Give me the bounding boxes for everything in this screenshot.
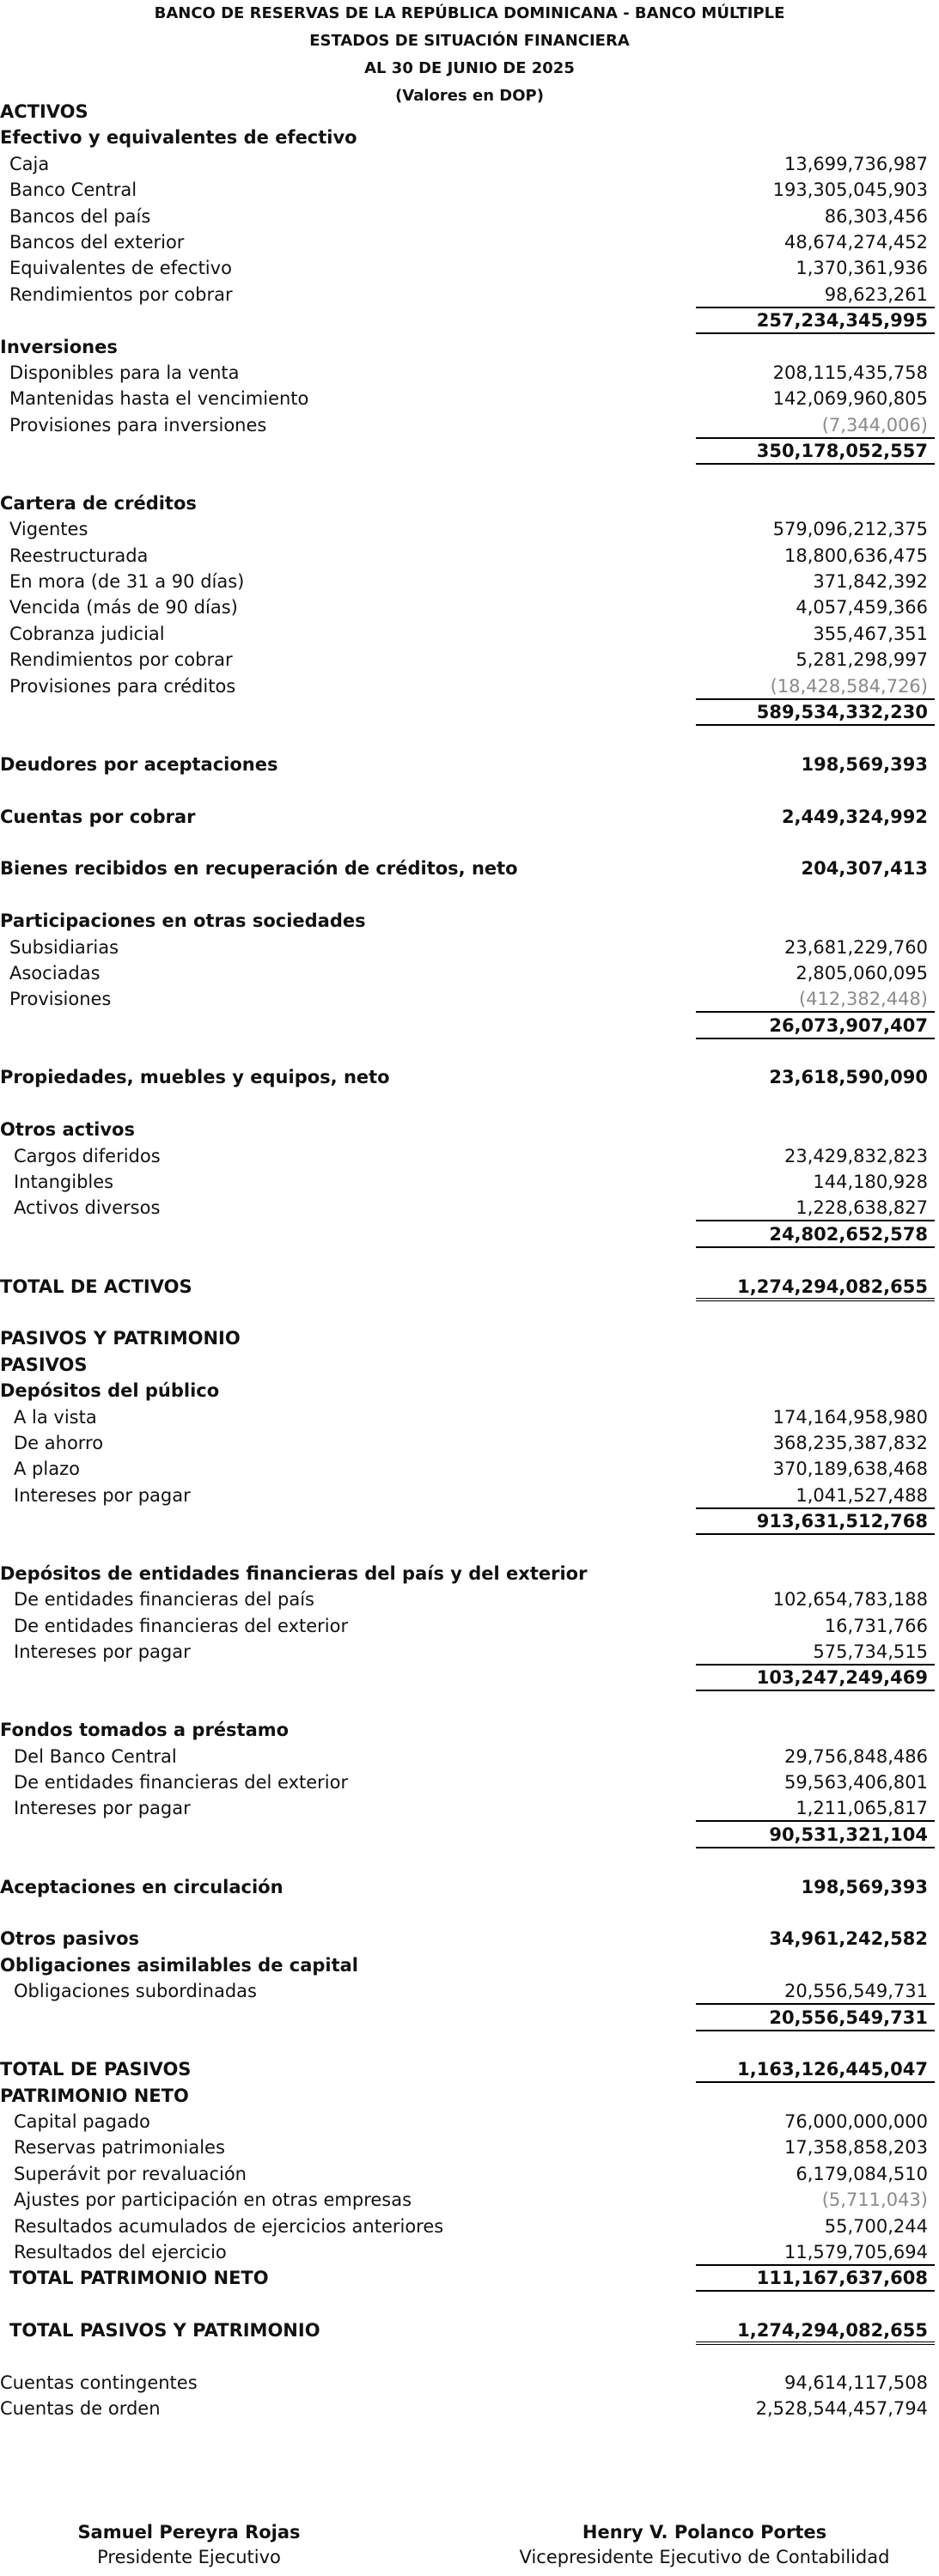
line-item-label: Cuentas contingentes xyxy=(0,2372,198,2393)
line-item-row xyxy=(0,2317,939,2343)
underline xyxy=(696,438,935,465)
underline xyxy=(696,1665,935,1691)
line-item-row xyxy=(0,856,939,881)
underline xyxy=(696,986,935,1013)
subtotal-row xyxy=(0,438,939,464)
spacer-row xyxy=(0,1848,939,1873)
line-item-label: Intereses por pagar xyxy=(14,1641,191,1663)
underline xyxy=(696,699,935,726)
line-item-value: 94,614,117,508 xyxy=(784,2372,928,2393)
line-item-label: Obligaciones subordinadas xyxy=(14,1981,257,2002)
line-item-label: Equivalentes de efectivo xyxy=(9,258,232,279)
line-item-value: 208,115,435,758 xyxy=(772,362,928,383)
line-item-row xyxy=(0,1613,939,1639)
line-item-label: Deudores por aceptaciones xyxy=(0,753,278,775)
line-item-value: 24,802,652,578 xyxy=(769,1223,928,1245)
line-item-label: Caja xyxy=(9,153,50,174)
line-item-row xyxy=(0,2370,939,2396)
line-item-value: 55,700,244 xyxy=(824,2215,928,2237)
line-item-row xyxy=(0,229,939,255)
line-item-value: 5,281,298,997 xyxy=(796,649,928,671)
line-item-value: 1,274,294,082,655 xyxy=(737,1276,928,1297)
line-item-label: Del Banco Central xyxy=(14,1745,177,1767)
underline xyxy=(696,1508,935,1535)
spacer-row xyxy=(0,1091,939,1117)
section-heading xyxy=(0,1952,939,1978)
subtotal-row xyxy=(0,1221,939,1247)
line-item-row xyxy=(0,516,939,542)
line-item-label: Resultados del ejercicio xyxy=(14,2242,227,2263)
line-item-value: (412,382,448) xyxy=(799,989,928,1010)
line-item-value: 1,163,126,445,047 xyxy=(737,2059,928,2080)
line-item-row xyxy=(0,1169,939,1195)
line-item-row xyxy=(0,412,939,438)
line-item-value: 2,449,324,992 xyxy=(781,806,928,827)
underline xyxy=(696,2265,935,2292)
line-item-value: 257,234,345,995 xyxy=(756,310,928,332)
line-item-label: Bancos del exterior xyxy=(9,231,185,253)
line-item-label: Provisiones para créditos xyxy=(9,675,236,697)
line-item-row xyxy=(0,1064,939,1090)
line-item-value: 18,800,636,475 xyxy=(784,545,928,566)
line-item-label: En mora (de 31 a 90 días) xyxy=(9,571,245,593)
line-item-row xyxy=(0,282,939,308)
line-item-label: Reservas patrimoniales xyxy=(14,2137,225,2159)
underline xyxy=(696,2239,935,2266)
spacer-row xyxy=(0,2344,939,2370)
line-item-value: 589,534,332,230 xyxy=(756,701,928,722)
section-heading xyxy=(0,1561,939,1586)
line-item-row xyxy=(0,1430,939,1456)
signer-name: Henry V. Polanco Portes xyxy=(582,2522,827,2543)
line-item-value: 13,699,736,987 xyxy=(784,153,928,174)
line-item-label: De entidades financieras del exterior xyxy=(14,1772,349,1793)
line-item-value: 913,631,512,768 xyxy=(756,1511,928,1532)
spacer-row xyxy=(0,830,939,856)
line-item-label: A la vista xyxy=(14,1406,97,1428)
line-item-label: Fondos tomados a préstamo xyxy=(0,1720,290,1741)
line-item-value: 23,429,832,823 xyxy=(784,1145,928,1166)
line-item-row xyxy=(0,1639,939,1665)
line-item-row xyxy=(0,1483,939,1508)
line-item-row xyxy=(0,1404,939,1430)
line-item-row xyxy=(0,2214,939,2239)
underline xyxy=(696,308,935,334)
line-item-row xyxy=(0,1456,939,1482)
spacer-row xyxy=(0,725,939,751)
line-item-row xyxy=(0,151,939,177)
underline xyxy=(696,1221,935,1248)
line-item-row xyxy=(0,935,939,960)
line-item-row xyxy=(0,1926,939,1952)
spacer-row xyxy=(0,2031,939,2056)
line-item-value: 2,528,544,457,794 xyxy=(755,2398,928,2420)
line-item-label: Inversiones xyxy=(0,336,118,357)
line-item-value: 575,734,515 xyxy=(813,1641,928,1663)
line-item-label: Cartera de créditos xyxy=(0,492,197,514)
line-item-value: 198,569,393 xyxy=(801,1876,928,1897)
line-item-label: A plazo xyxy=(14,1459,80,1480)
line-item-label: Intereses por pagar xyxy=(14,1798,191,1819)
line-item-label: Otros activos xyxy=(0,1119,135,1141)
line-item-row xyxy=(0,2265,939,2291)
signature-vp xyxy=(515,2520,893,2570)
underline xyxy=(696,1483,935,1509)
signer-title: Vicepresidente Ejecutivo de Contabilidad xyxy=(519,2547,890,2567)
spacer-row xyxy=(0,1900,939,1926)
line-item-label: Disponibles para la venta xyxy=(9,362,240,383)
line-item-label: Participaciones en otras sociedades xyxy=(0,910,366,932)
balance-sheet-table xyxy=(0,99,939,2422)
line-item-label: Cargos diferidos xyxy=(14,1145,161,1166)
line-item-row xyxy=(0,986,939,1012)
line-item-label: PATRIMONIO NETO xyxy=(0,2085,189,2106)
spacer-row xyxy=(0,1300,939,1325)
section-heading xyxy=(0,2083,939,2109)
underline xyxy=(696,1978,935,2005)
line-item-label: Aceptaciones en circulación xyxy=(0,1876,284,1897)
line-item-value: 1,041,527,488 xyxy=(796,1484,928,1506)
line-item-label: Depósitos del público xyxy=(0,1380,220,1402)
line-item-label: Mantenidas hasta el vencimiento xyxy=(9,388,309,410)
line-item-value: 1,211,065,817 xyxy=(796,1798,928,1819)
spacer-row xyxy=(0,1038,939,1064)
line-item-value: 142,069,960,805 xyxy=(772,388,928,410)
line-item-label: Propiedades, muebles y equipos, neto xyxy=(0,1067,390,1088)
line-item-value: 579,096,212,375 xyxy=(772,519,928,540)
double-underline xyxy=(696,2317,935,2345)
subtotal-row xyxy=(0,1665,939,1690)
line-item-row xyxy=(0,1143,939,1169)
line-item-label: Activos diversos xyxy=(14,1197,161,1219)
line-item-row xyxy=(0,543,939,569)
line-item-row xyxy=(0,2109,939,2134)
line-item-value: 17,358,858,203 xyxy=(784,2137,928,2159)
line-item-row xyxy=(0,1744,939,1769)
subtotal-row xyxy=(0,2005,939,2031)
statement-date: AL 30 DE JUNIO DE 2025 xyxy=(364,59,575,77)
line-item-label: Asociadas xyxy=(9,962,101,984)
signer-name: Samuel Pereyra Rojas xyxy=(77,2522,301,2543)
line-item-value: 1,228,638,827 xyxy=(796,1197,928,1219)
double-underline xyxy=(696,1274,935,1301)
line-item-value: 198,569,393 xyxy=(801,753,928,775)
statement-title: ESTADOS DE SITUACIÓN FINANCIERA xyxy=(309,32,630,50)
underline xyxy=(696,1639,935,1666)
line-item-label: Vigentes xyxy=(9,519,88,540)
line-item-row xyxy=(0,1978,939,2004)
line-item-row xyxy=(0,621,939,647)
line-item-label: Provisiones para inversiones xyxy=(9,414,267,435)
line-item-value: 26,073,907,407 xyxy=(769,1014,928,1036)
line-item-row xyxy=(0,1795,939,1821)
line-item-label: Resultados acumulados de ejercicios anteriores xyxy=(14,2215,444,2237)
subtotal-row xyxy=(0,1822,939,1848)
line-item-label: Rendimientos por cobrar xyxy=(9,283,233,305)
line-item-value: 29,756,848,486 xyxy=(784,1745,928,1767)
line-item-label: TOTAL PATRIMONIO NETO xyxy=(9,2268,269,2289)
signature-president xyxy=(60,2520,318,2570)
line-item-row xyxy=(0,1769,939,1795)
line-item-value: (7,344,006) xyxy=(821,414,928,435)
spacer-row xyxy=(0,1534,939,1560)
line-item-row xyxy=(0,386,939,411)
line-item-value: 48,674,274,452 xyxy=(784,231,928,253)
line-item-row xyxy=(0,360,939,386)
line-item-value: 350,178,052,557 xyxy=(756,441,928,462)
line-item-label: Intangibles xyxy=(14,1172,114,1193)
spacer-row xyxy=(0,1691,939,1717)
line-item-label: Subsidiarias xyxy=(9,936,119,958)
line-item-row xyxy=(0,1874,939,1900)
line-item-label: Superávit por revaluación xyxy=(14,2163,247,2184)
line-item-label: Capital pagado xyxy=(14,2111,150,2133)
subtotal-row xyxy=(0,699,939,725)
line-item-row xyxy=(0,673,939,699)
line-item-value: 144,180,928 xyxy=(813,1172,928,1193)
section-heading xyxy=(0,334,939,360)
subtotal-row xyxy=(0,308,939,333)
line-item-label: PASIVOS xyxy=(0,1354,88,1375)
line-item-value: 34,961,242,582 xyxy=(769,1928,928,1950)
subtotal-row xyxy=(0,1508,939,1534)
line-item-value: 370,189,638,468 xyxy=(772,1459,928,1480)
line-item-label: Cobranza judicial xyxy=(9,623,165,644)
line-item-row xyxy=(0,804,939,830)
line-item-label: PASIVOS Y PATRIMONIO xyxy=(0,1328,241,1349)
section-heading xyxy=(0,1325,939,1351)
spacer-row xyxy=(0,1247,939,1273)
line-item-value: 90,531,321,104 xyxy=(769,1824,928,1845)
line-item-label: De entidades financieras del país xyxy=(14,1589,314,1611)
line-item-value: 1,370,361,936 xyxy=(796,258,928,279)
line-item-value: 11,579,705,694 xyxy=(784,2242,928,2263)
line-item-value: 20,556,549,731 xyxy=(784,1981,928,2002)
report-header xyxy=(0,0,939,110)
line-item-label: De entidades financieras del exterior xyxy=(14,1615,349,1636)
line-item-value: 103,247,249,469 xyxy=(756,1667,928,1689)
line-item-label: Cuentas por cobrar xyxy=(0,806,196,827)
line-item-row xyxy=(0,960,939,986)
section-heading xyxy=(0,908,939,934)
underline xyxy=(696,282,935,308)
line-item-value: 204,307,413 xyxy=(801,858,928,880)
line-item-label: Obligaciones asimilables de capital xyxy=(0,1954,359,1976)
line-item-row xyxy=(0,647,939,673)
line-item-value: 193,305,045,903 xyxy=(772,180,928,201)
underline xyxy=(696,1195,935,1221)
line-item-value: 102,654,783,188 xyxy=(772,1589,928,1611)
line-item-value: 111,167,637,608 xyxy=(756,2268,928,2289)
section-heading xyxy=(0,1717,939,1743)
line-item-row xyxy=(0,204,939,229)
line-item-label: Intereses por pagar xyxy=(14,1484,191,1506)
section-heading xyxy=(0,1378,939,1404)
line-item-value: 59,563,406,801 xyxy=(784,1772,928,1793)
line-item-value: (18,428,584,726) xyxy=(770,675,928,697)
line-item-value: 86,303,456 xyxy=(824,205,928,227)
line-item-row xyxy=(0,255,939,281)
underline xyxy=(696,1822,935,1848)
line-item-row xyxy=(0,2239,939,2265)
line-item-label: Vencida (más de 90 días) xyxy=(9,597,238,618)
section-heading xyxy=(0,490,939,516)
line-item-value: 23,681,229,760 xyxy=(784,936,928,958)
line-item-label: ACTIVOS xyxy=(0,101,88,122)
line-item-row xyxy=(0,1274,939,1300)
line-item-label: Banco Central xyxy=(9,180,137,201)
line-item-value: 368,235,387,832 xyxy=(772,1432,928,1453)
line-item-value: 98,623,261 xyxy=(824,283,928,305)
underline xyxy=(696,1795,935,1822)
line-item-label: TOTAL DE ACTIVOS xyxy=(0,1276,192,1297)
spacer-row xyxy=(0,777,939,803)
line-item-row xyxy=(0,1195,939,1221)
line-item-value: 2,805,060,095 xyxy=(796,962,928,984)
underline xyxy=(696,1013,935,1039)
line-item-label: Provisiones xyxy=(9,989,112,1010)
line-item-row xyxy=(0,594,939,620)
line-item-value: 4,057,459,366 xyxy=(796,597,928,618)
section-heading xyxy=(0,125,939,150)
line-item-value: 16,731,766 xyxy=(824,1615,928,1636)
underline xyxy=(696,412,935,439)
line-item-value: 23,618,590,090 xyxy=(769,1067,928,1088)
line-item-row xyxy=(0,2056,939,2082)
line-item-value: 6,179,084,510 xyxy=(796,2163,928,2184)
line-item-label: TOTAL DE PASIVOS xyxy=(0,2059,192,2080)
line-item-row xyxy=(0,2134,939,2160)
line-item-label: De ahorro xyxy=(14,1432,104,1453)
line-item-label: Bancos del país xyxy=(9,205,151,227)
line-item-label: Depósitos de entidades financieras del país y del exterior xyxy=(0,1562,588,1584)
line-item-value: (5,711,043) xyxy=(821,2189,928,2211)
section-heading xyxy=(0,1117,939,1142)
line-item-row xyxy=(0,2396,939,2421)
line-item-label: Otros pasivos xyxy=(0,1928,140,1950)
spacer-row xyxy=(0,882,939,908)
section-heading xyxy=(0,99,939,125)
line-item-label: Reestructurada xyxy=(9,545,149,566)
line-item-value: 1,274,294,082,655 xyxy=(737,2320,928,2342)
line-item-value: 355,467,351 xyxy=(813,623,928,644)
line-item-label: Efectivo y equivalentes de efectivo xyxy=(0,127,357,149)
line-item-value: 174,164,958,980 xyxy=(772,1406,928,1428)
line-item-label: Bienes recibidos en recuperación de créditos, neto xyxy=(0,858,518,880)
signer-title: Presidente Ejecutivo xyxy=(97,2547,281,2567)
line-item-row xyxy=(0,2161,939,2187)
underline xyxy=(696,673,935,700)
section-heading xyxy=(0,1352,939,1378)
line-item-value: 20,556,549,731 xyxy=(769,2007,928,2028)
line-item-label: Cuentas de orden xyxy=(0,2398,161,2420)
spacer-row xyxy=(0,2292,939,2317)
line-item-value: 371,842,392 xyxy=(813,571,928,593)
line-item-row xyxy=(0,1586,939,1612)
underline xyxy=(696,2005,935,2031)
line-item-row xyxy=(0,177,939,203)
bank-name: BANCO DE RESERVAS DE LA REPÚBLICA DOMINICANA - BANCO MÚLTIPLE xyxy=(154,4,785,22)
line-item-row xyxy=(0,569,939,594)
line-item-row xyxy=(0,752,939,777)
underline xyxy=(696,2056,935,2083)
line-item-label: Ajustes por participación en otras empresas xyxy=(14,2189,412,2211)
subtotal-row xyxy=(0,1013,939,1038)
line-item-label: Rendimientos por cobrar xyxy=(9,649,233,671)
line-item-label: TOTAL PASIVOS Y PATRIMONIO xyxy=(9,2320,320,2342)
line-item-value: 76,000,000,000 xyxy=(784,2111,928,2133)
spacer-row xyxy=(0,464,939,490)
line-item-row xyxy=(0,2187,939,2213)
currency-note: (Valores en DOP) xyxy=(395,87,544,105)
